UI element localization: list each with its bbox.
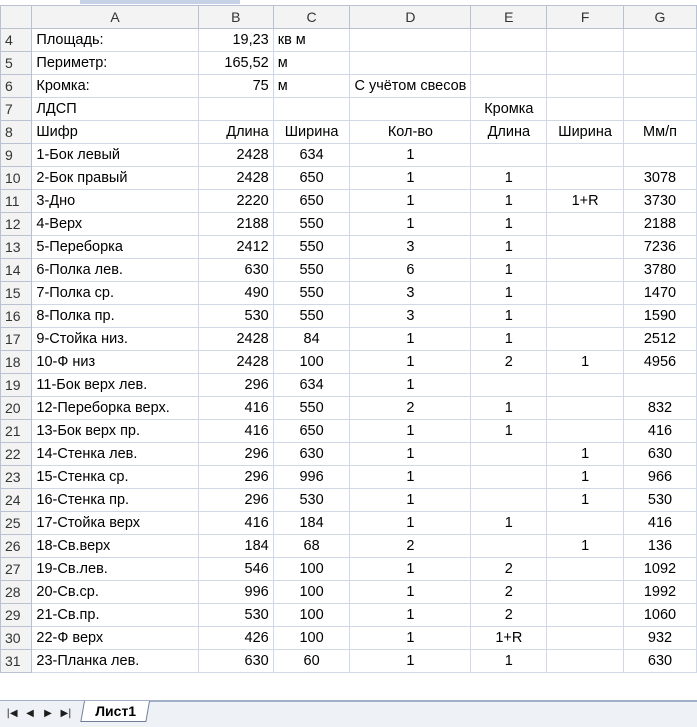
cell-g4[interactable] (623, 29, 696, 52)
cell-g29[interactable]: 1060 (623, 604, 696, 627)
table-row (1, 604, 697, 627)
cell-c6[interactable]: м (273, 75, 350, 98)
cell-e6[interactable] (471, 75, 547, 98)
cell-f25[interactable] (547, 512, 624, 535)
cell-e28[interactable]: 2 (471, 581, 547, 604)
cell-f8[interactable]: Ширина (547, 121, 624, 144)
cell-b18[interactable]: 2428 (198, 351, 273, 374)
cell-f19[interactable] (547, 374, 624, 397)
cell-c12[interactable]: 550 (273, 213, 350, 236)
column-header-c[interactable]: C (273, 6, 350, 29)
cell-c8[interactable]: Ширина (273, 121, 350, 144)
cell-d17[interactable]: 1 (350, 328, 471, 351)
sheet-tab-list1[interactable] (80, 701, 150, 722)
sheet-tab-label: Лист1 (94, 703, 136, 719)
cell-f10[interactable] (547, 167, 624, 190)
row-header[interactable]: 22 (1, 443, 32, 466)
column-header-f[interactable]: F (547, 6, 624, 29)
cell-f16[interactable] (547, 305, 624, 328)
cell-g12[interactable]: 2188 (623, 213, 696, 236)
cell-c4[interactable]: кв м (273, 29, 350, 52)
table-row (1, 627, 697, 650)
cell-g11[interactable]: 3730 (623, 190, 696, 213)
cell-f22[interactable]: 1 (547, 443, 624, 466)
column-header-row (1, 6, 697, 29)
cell-a11[interactable]: 3-Дно (32, 190, 198, 213)
cell-g26[interactable]: 136 (623, 535, 696, 558)
cell-e12[interactable]: 1 (471, 213, 547, 236)
cell-a18[interactable]: 10-Ф низ (32, 351, 198, 374)
cell-d15[interactable]: 3 (350, 282, 471, 305)
cell-c7[interactable] (273, 98, 350, 121)
cell-e8[interactable]: Длина (471, 121, 547, 144)
cell-g17[interactable]: 2512 (623, 328, 696, 351)
cell-c31[interactable]: 60 (273, 650, 350, 673)
cell-d4[interactable] (350, 29, 471, 52)
row-header[interactable]: 13 (1, 236, 32, 259)
table-row (1, 167, 697, 190)
cell-a4[interactable]: Площадь: (32, 29, 198, 52)
cell-c19[interactable]: 634 (273, 374, 350, 397)
row-header[interactable]: 12 (1, 213, 32, 236)
cell-d12[interactable]: 1 (350, 213, 471, 236)
cell-g31[interactable]: 630 (623, 650, 696, 673)
cell-e31[interactable]: 1 (471, 650, 547, 673)
cell-e14[interactable]: 1 (471, 259, 547, 282)
cell-f28[interactable] (547, 581, 624, 604)
cell-b16[interactable]: 530 (198, 305, 273, 328)
cell-e24[interactable] (471, 489, 547, 512)
prev-sheet-icon[interactable]: ◀ (26, 708, 34, 719)
last-sheet-icon[interactable]: ▶| (60, 708, 72, 719)
row-header[interactable]: 26 (1, 535, 32, 558)
row-header[interactable]: 4 (1, 29, 32, 52)
cell-d24[interactable]: 1 (350, 489, 471, 512)
cell-b19[interactable]: 296 (198, 374, 273, 397)
cell-f17[interactable] (547, 328, 624, 351)
cell-b14[interactable]: 630 (198, 259, 273, 282)
cell-d22[interactable]: 1 (350, 443, 471, 466)
table-row (1, 581, 697, 604)
table-row (1, 144, 697, 167)
cell-f31[interactable] (547, 650, 624, 673)
cell-e20[interactable]: 1 (471, 397, 547, 420)
cell-e16[interactable]: 1 (471, 305, 547, 328)
cell-f4[interactable] (547, 29, 624, 52)
cell-a9[interactable]: 1-Бок левый (32, 144, 198, 167)
cell-g21[interactable]: 416 (623, 420, 696, 443)
cell-c18[interactable]: 100 (273, 351, 350, 374)
row-header[interactable]: 23 (1, 466, 32, 489)
cell-c15[interactable]: 550 (273, 282, 350, 305)
cell-g14[interactable]: 3780 (623, 259, 696, 282)
cell-f9[interactable] (547, 144, 624, 167)
cell-a6[interactable]: Кромка: (32, 75, 198, 98)
cell-g22[interactable]: 630 (623, 443, 696, 466)
column-header-b[interactable]: B (198, 6, 273, 29)
cell-a15[interactable]: 7-Полка ср. (32, 282, 198, 305)
table-row (1, 29, 697, 52)
cell-e30[interactable]: 1+R (471, 627, 547, 650)
row-header[interactable]: 7 (1, 98, 32, 121)
column-header-a[interactable]: A (32, 6, 198, 29)
table-row (1, 512, 697, 535)
cell-f18[interactable]: 1 (547, 351, 624, 374)
cell-b26[interactable]: 184 (198, 535, 273, 558)
cell-g8[interactable]: Мм/п (623, 121, 696, 144)
row-header[interactable]: 29 (1, 604, 32, 627)
cell-b28[interactable]: 996 (198, 581, 273, 604)
row-header[interactable]: 14 (1, 259, 32, 282)
cell-a12[interactable]: 4-Верх (32, 213, 198, 236)
cell-b6[interactable]: 75 (198, 75, 273, 98)
cell-c22[interactable]: 630 (273, 443, 350, 466)
cell-e15[interactable]: 1 (471, 282, 547, 305)
cell-b10[interactable]: 2428 (198, 167, 273, 190)
cell-f15[interactable] (547, 282, 624, 305)
cell-c23[interactable]: 996 (273, 466, 350, 489)
cell-a14[interactable]: 6-Полка лев. (32, 259, 198, 282)
cell-d30[interactable]: 1 (350, 627, 471, 650)
cell-g6[interactable] (623, 75, 696, 98)
cell-e13[interactable]: 1 (471, 236, 547, 259)
cell-a25[interactable]: 17-Стойка верх (32, 512, 198, 535)
cell-g13[interactable]: 7236 (623, 236, 696, 259)
table-row (1, 305, 697, 328)
cell-d29[interactable]: 1 (350, 604, 471, 627)
cell-d14[interactable]: 6 (350, 259, 471, 282)
cell-b24[interactable]: 296 (198, 489, 273, 512)
cell-a7[interactable]: ЛДСП (32, 98, 198, 121)
row-header[interactable]: 6 (1, 75, 32, 98)
cell-d13[interactable]: 3 (350, 236, 471, 259)
cell-e18[interactable]: 2 (471, 351, 547, 374)
row-header[interactable]: 9 (1, 144, 32, 167)
cell-c27[interactable]: 100 (273, 558, 350, 581)
cell-b4[interactable]: 19,23 (198, 29, 273, 52)
cell-g7[interactable] (623, 98, 696, 121)
row-header[interactable]: 16 (1, 305, 32, 328)
cell-d25[interactable]: 1 (350, 512, 471, 535)
table-row (1, 420, 697, 443)
cell-e9[interactable] (471, 144, 547, 167)
cell-b15[interactable]: 490 (198, 282, 273, 305)
cell-c16[interactable]: 550 (273, 305, 350, 328)
cell-e21[interactable]: 1 (471, 420, 547, 443)
row-header[interactable]: 31 (1, 650, 32, 673)
row-header[interactable]: 25 (1, 512, 32, 535)
table-row (1, 328, 697, 351)
cell-b12[interactable]: 2188 (198, 213, 273, 236)
cell-d19[interactable]: 1 (350, 374, 471, 397)
table-row (1, 259, 697, 282)
row-header[interactable]: 30 (1, 627, 32, 650)
table-row (1, 466, 697, 489)
cell-f26[interactable]: 1 (547, 535, 624, 558)
cell-d28[interactable]: 1 (350, 581, 471, 604)
cell-g30[interactable]: 932 (623, 627, 696, 650)
cell-a21[interactable]: 13-Бок верх пр. (32, 420, 198, 443)
cell-a27[interactable]: 19-Св.лев. (32, 558, 198, 581)
cell-c24[interactable]: 530 (273, 489, 350, 512)
table-row (1, 190, 697, 213)
cell-b31[interactable]: 630 (198, 650, 273, 673)
cell-e19[interactable] (471, 374, 547, 397)
first-sheet-icon[interactable]: |◀ (6, 708, 18, 719)
cell-g5[interactable] (623, 52, 696, 75)
cell-a24[interactable]: 16-Стенка пр. (32, 489, 198, 512)
cell-d7[interactable] (350, 98, 471, 121)
table-row (1, 236, 697, 259)
cell-f20[interactable] (547, 397, 624, 420)
cell-e17[interactable]: 1 (471, 328, 547, 351)
cell-a22[interactable]: 14-Стенка лев. (32, 443, 198, 466)
table-row (1, 558, 697, 581)
cell-c13[interactable]: 550 (273, 236, 350, 259)
cell-b23[interactable]: 296 (198, 466, 273, 489)
cell-g24[interactable]: 530 (623, 489, 696, 512)
cell-g19[interactable] (623, 374, 696, 397)
column-header-g[interactable]: G (623, 6, 696, 29)
cell-b8[interactable]: Длина (198, 121, 273, 144)
cell-e29[interactable]: 2 (471, 604, 547, 627)
cell-d9[interactable]: 1 (350, 144, 471, 167)
table-row (1, 213, 697, 236)
cell-d16[interactable]: 3 (350, 305, 471, 328)
cell-f6[interactable] (547, 75, 624, 98)
cell-b22[interactable]: 296 (198, 443, 273, 466)
table-row (1, 98, 697, 121)
cell-d21[interactable]: 1 (350, 420, 471, 443)
table-row (1, 489, 697, 512)
row-header[interactable]: 5 (1, 52, 32, 75)
cell-c20[interactable]: 550 (273, 397, 350, 420)
cell-e4[interactable] (471, 29, 547, 52)
cell-e23[interactable] (471, 466, 547, 489)
cell-a19[interactable]: 11-Бок верх лев. (32, 374, 198, 397)
cell-d6[interactable]: С учётом свесов (350, 75, 471, 98)
table-row (1, 282, 697, 305)
row-header[interactable]: 20 (1, 397, 32, 420)
cell-a31[interactable]: 23-Планка лев. (32, 650, 198, 673)
cell-e27[interactable]: 2 (471, 558, 547, 581)
cell-a23[interactable]: 15-Стенка ср. (32, 466, 198, 489)
cell-a13[interactable]: 5-Переборка (32, 236, 198, 259)
table-row (1, 374, 697, 397)
table-row (1, 121, 697, 144)
cell-f11[interactable]: 1+R (547, 190, 624, 213)
cell-a5[interactable]: Периметр: (32, 52, 198, 75)
cell-b13[interactable]: 2412 (198, 236, 273, 259)
cell-c5[interactable]: м (273, 52, 350, 75)
cell-e5[interactable] (471, 52, 547, 75)
cell-f30[interactable] (547, 627, 624, 650)
row-header[interactable]: 11 (1, 190, 32, 213)
row-header[interactable]: 15 (1, 282, 32, 305)
cell-e25[interactable]: 1 (471, 512, 547, 535)
cell-e7[interactable]: Кромка (471, 98, 547, 121)
cell-a20[interactable]: 12-Переборка верх. (32, 397, 198, 420)
cell-b7[interactable] (198, 98, 273, 121)
table-row (1, 650, 697, 673)
table-row (1, 75, 697, 98)
cell-b11[interactable]: 2220 (198, 190, 273, 213)
tab-bar-divider (150, 701, 697, 702)
cell-f7[interactable] (547, 98, 624, 121)
cell-f29[interactable] (547, 604, 624, 627)
cell-b25[interactable]: 416 (198, 512, 273, 535)
cell-f12[interactable] (547, 213, 624, 236)
column-header-e[interactable]: E (471, 6, 547, 29)
cell-d5[interactable] (350, 52, 471, 75)
table-row (1, 397, 697, 420)
cell-a8[interactable]: Шифр (32, 121, 198, 144)
cell-c30[interactable]: 100 (273, 627, 350, 650)
cell-c25[interactable]: 184 (273, 512, 350, 535)
cell-c9[interactable]: 634 (273, 144, 350, 167)
cell-g9[interactable] (623, 144, 696, 167)
cell-g10[interactable]: 3078 (623, 167, 696, 190)
cell-f24[interactable]: 1 (547, 489, 624, 512)
cell-c26[interactable]: 68 (273, 535, 350, 558)
cell-c10[interactable]: 650 (273, 167, 350, 190)
cell-f5[interactable] (547, 52, 624, 75)
row-header[interactable]: 18 (1, 351, 32, 374)
cell-d26[interactable]: 2 (350, 535, 471, 558)
cell-c29[interactable]: 100 (273, 604, 350, 627)
row-header[interactable]: 28 (1, 581, 32, 604)
row-header[interactable]: 17 (1, 328, 32, 351)
cell-d8[interactable]: Кол-во (350, 121, 471, 144)
cell-d23[interactable]: 1 (350, 466, 471, 489)
cell-a30[interactable]: 22-Ф верх (32, 627, 198, 650)
cell-d20[interactable]: 2 (350, 397, 471, 420)
cell-c11[interactable]: 650 (273, 190, 350, 213)
cell-f13[interactable] (547, 236, 624, 259)
cell-e10[interactable]: 1 (471, 167, 547, 190)
cell-b21[interactable]: 416 (198, 420, 273, 443)
cell-c21[interactable]: 650 (273, 420, 350, 443)
cell-d10[interactable]: 1 (350, 167, 471, 190)
table-row (1, 52, 697, 75)
cell-d11[interactable]: 1 (350, 190, 471, 213)
cell-g15[interactable]: 1470 (623, 282, 696, 305)
cell-g23[interactable]: 966 (623, 466, 696, 489)
cell-e11[interactable]: 1 (471, 190, 547, 213)
cell-a29[interactable]: 21-Св.пр. (32, 604, 198, 627)
cell-e26[interactable] (471, 535, 547, 558)
row-header[interactable]: 8 (1, 121, 32, 144)
cell-b27[interactable]: 546 (198, 558, 273, 581)
next-sheet-icon[interactable]: ▶ (44, 708, 52, 719)
spreadsheet-table (0, 5, 697, 673)
cell-g25[interactable]: 416 (623, 512, 696, 535)
row-header[interactable]: 19 (1, 374, 32, 397)
row-header[interactable]: 10 (1, 167, 32, 190)
cell-g28[interactable]: 1992 (623, 581, 696, 604)
cell-b17[interactable]: 2428 (198, 328, 273, 351)
cell-f21[interactable] (547, 420, 624, 443)
row-header[interactable]: 24 (1, 489, 32, 512)
cell-c17[interactable]: 84 (273, 328, 350, 351)
cell-e22[interactable] (471, 443, 547, 466)
cell-d27[interactable]: 1 (350, 558, 471, 581)
cell-f27[interactable] (547, 558, 624, 581)
sheet-tab-bar (0, 700, 697, 727)
cell-b20[interactable]: 416 (198, 397, 273, 420)
column-header-d[interactable]: D (350, 6, 471, 29)
cell-c28[interactable]: 100 (273, 581, 350, 604)
cell-a10[interactable]: 2-Бок правый (32, 167, 198, 190)
select-all-corner[interactable] (1, 6, 32, 29)
cell-a17[interactable]: 9-Стойка низ. (32, 328, 198, 351)
table-row (1, 535, 697, 558)
cell-a16[interactable]: 8-Полка пр. (32, 305, 198, 328)
cell-f14[interactable] (547, 259, 624, 282)
cell-a26[interactable]: 18-Св.верх (32, 535, 198, 558)
selection-highlight-strip (80, 0, 240, 4)
cell-f23[interactable]: 1 (547, 466, 624, 489)
cell-b29[interactable]: 530 (198, 604, 273, 627)
cell-g18[interactable]: 4956 (623, 351, 696, 374)
table-row (1, 351, 697, 374)
row-header[interactable]: 27 (1, 558, 32, 581)
cell-d18[interactable]: 1 (350, 351, 471, 374)
cell-g20[interactable]: 832 (623, 397, 696, 420)
cell-b9[interactable]: 2428 (198, 144, 273, 167)
cell-a28[interactable]: 20-Св.ср. (32, 581, 198, 604)
cell-b5[interactable]: 165,52 (198, 52, 273, 75)
cell-c14[interactable]: 550 (273, 259, 350, 282)
table-row (1, 443, 697, 466)
row-header[interactable]: 21 (1, 420, 32, 443)
cell-d31[interactable]: 1 (350, 650, 471, 673)
cell-g27[interactable]: 1092 (623, 558, 696, 581)
cell-g16[interactable]: 1590 (623, 305, 696, 328)
cell-b30[interactable]: 426 (198, 627, 273, 650)
